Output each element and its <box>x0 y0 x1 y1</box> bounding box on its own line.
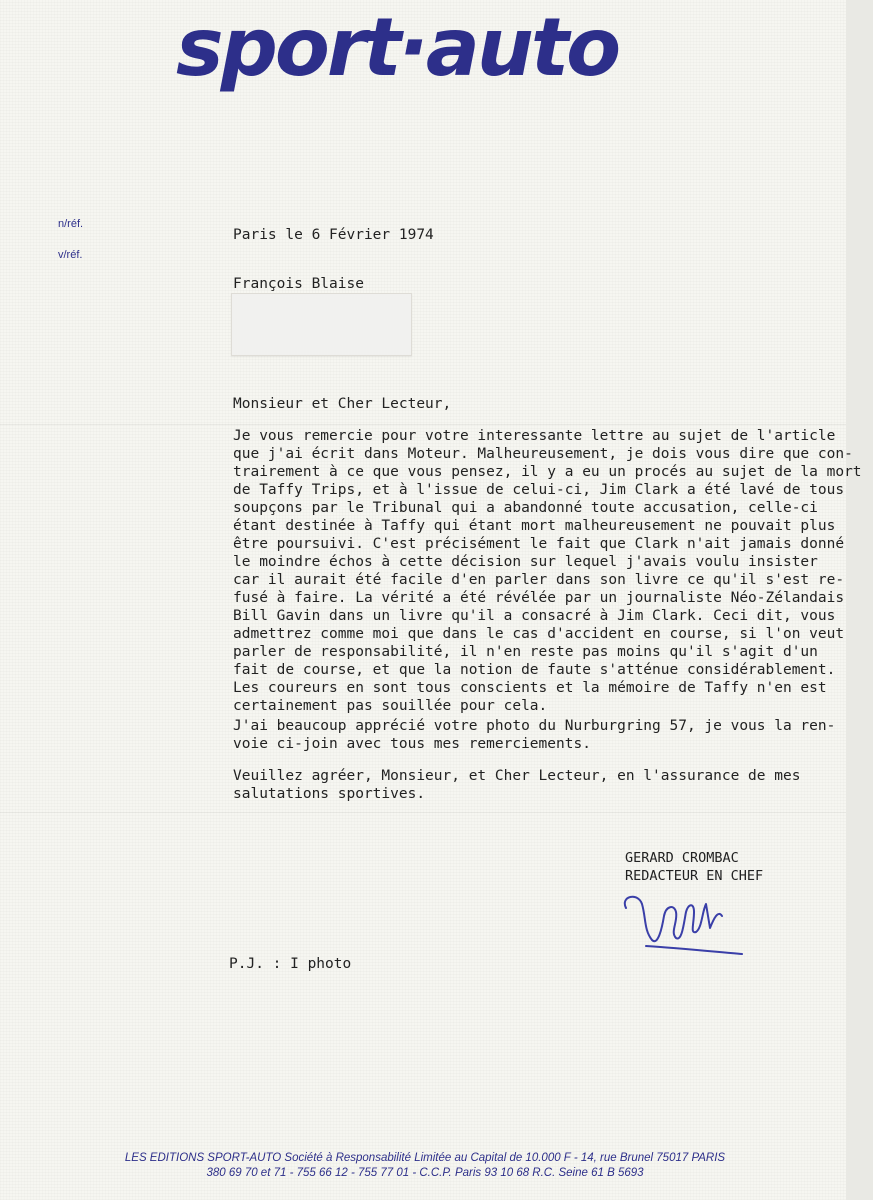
closing-paragraph: Veuillez agréer, Monsieur, et Cher Lecteur, en l'assurance de mes salutations sportives. <box>233 768 801 802</box>
company-footer <box>110 1151 740 1181</box>
body-paragraph-1: Je vous remercie pour votre interessante lettre au sujet de l'article que j'ai écrit dans Moteur. Malheureusement, je dois vous dire que con- trairement à ce que vous pensez, il y a eu un procés au sujet de la mort de Taffy Trips, et à l'issue de celui-ci, Jim Clark a été lavé de tous soupçons par le Tribunal qui a abandonné toute accusation, celle-ci étant destinée à Taffy qui étant mort malheureusement ne pouvait plus être poursuivi. C'est précisément le fait que Clark n'ait jamais donné le moindre échos à cette décision sur lequel j'avais voulu insister car il aurait été facile d'en parler dans son livre ce qu'il s'est re- fusé à faire. La vérité a été révélée par un journaliste Néo-Zélandais Bill Gavin dans un livre qu'il a consacré à Jim Clark. Ceci dit, vous admettrez comme moi que dans le cas d'accident en course, si l'on veut parler de responsabilité, il n'en reste pas moins qu'il s'agit d'un fait de course, et que la notion de faute s'atténue considérablement. Les coureurs en sont tous conscients et la mémoire de Taffy n'en est certainement pas souillée pour cela. <box>233 428 862 714</box>
paper-fold <box>0 424 846 425</box>
your-reference-label: v/réf. <box>58 249 83 261</box>
body-paragraph-2: J'ai beaucoup apprécié votre photo du Nurburgring 57, je vous la ren- voie ci-join avec tous mes remerciements. <box>233 718 836 752</box>
recipient-name: François Blaise <box>233 276 364 292</box>
enclosure-note: P.J. : I photo <box>229 956 352 972</box>
sport-auto-logo: sport·auto <box>176 1 619 94</box>
our-reference-label: n/réf. <box>58 218 84 230</box>
letter-date: Paris le 6 Février 1974 <box>233 227 434 243</box>
salutation: Monsieur et Cher Lecteur, <box>233 396 452 412</box>
footer-line-1: LES EDITIONS SPORT-AUTO Société à Responsabilité Limitée au Capital de 10.000 F - 14, rue Brunel 75017 PARIS <box>124 1152 726 1164</box>
redacted-address-patch <box>231 293 412 356</box>
footer-line-2: 380 69 70 et 71 - 755 66 12 - 755 77 01 - C.C.P. Paris 93 10 68 R.C. Seine 61 B 5693 <box>206 1167 644 1179</box>
signatory-name: GERARD CROMBAC <box>625 850 739 866</box>
handwritten-signature <box>618 882 748 960</box>
signatory-title: REDACTEUR EN CHEF <box>625 868 764 884</box>
paper-fold <box>0 812 846 813</box>
signatory-block <box>625 849 763 885</box>
